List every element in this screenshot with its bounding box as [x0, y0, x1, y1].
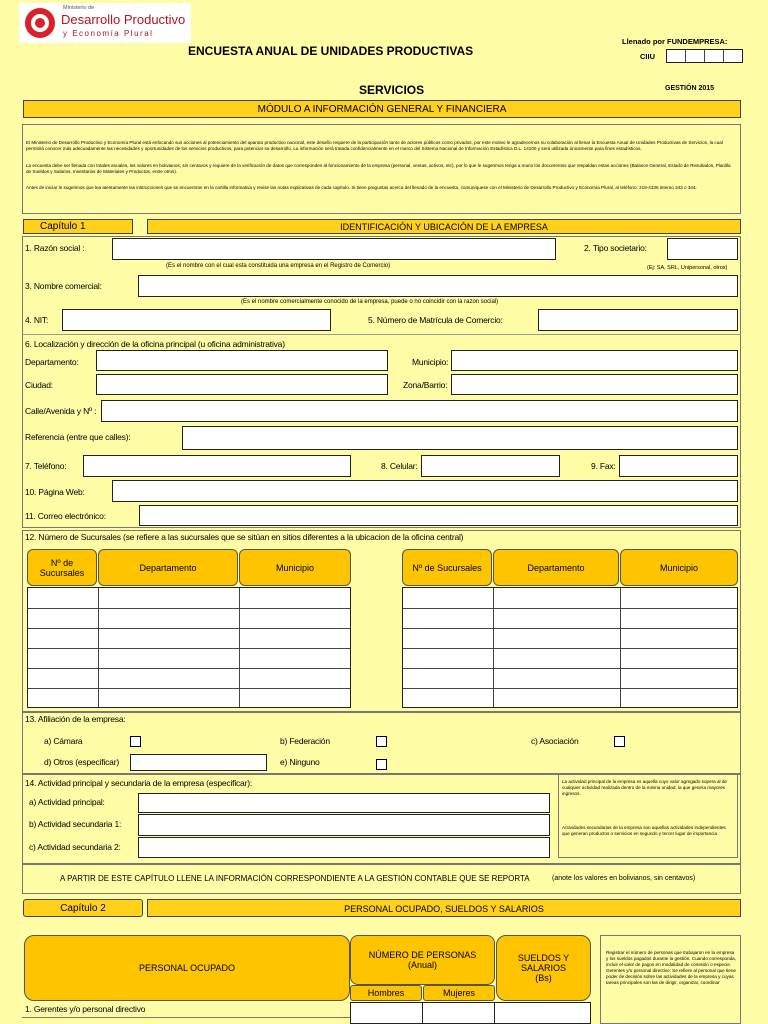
mujeres-text: Mujeres: [442, 988, 475, 998]
actividad-secundaria2-label: c) Actividad secundaria 2:: [29, 842, 121, 852]
notice-text: A PARTIR DE ESTE CAPÍTULO LLENE LA INFORMACIÓN CORRESPONDIENTE A LA GESTIÓN CONTABLE QUE SE REPORTA: [60, 874, 530, 883]
suc-right-header-municipio-text: Municipio: [659, 562, 699, 573]
municipio-label: Municipio:: [412, 357, 449, 367]
personal-ocupado-header-text: PERSONAL OCUPADO: [138, 963, 236, 973]
gerentes-mujeres-input[interactable]: [422, 1002, 495, 1024]
sucursales-left-table[interactable]: [27, 587, 351, 708]
ciudad-input[interactable]: [96, 374, 388, 395]
chapter1-label-box: [23, 219, 133, 234]
telefono-input[interactable]: [83, 455, 351, 477]
suc-left-header-departamento: [98, 549, 238, 586]
actividad-label: 14. Actividad principal y secundaria de la empresa (especificar):: [25, 778, 253, 788]
numero-personas-header: [350, 935, 495, 985]
chapter2-title-box: [147, 899, 741, 917]
tipo-societario-note: (Ej: SA, SRL, Unipersonal, otros): [647, 265, 728, 271]
referencia-input[interactable]: [182, 426, 738, 450]
zona-label: Zona/Barrio:: [403, 380, 448, 390]
razon-social-note: (Es el nombre con el cual esta constituida una empresa en el Registro de Comercio): [166, 263, 391, 269]
tipo-societario-input[interactable]: [667, 238, 738, 260]
suc-left-header-number: [27, 549, 97, 586]
nit-input[interactable]: [62, 309, 331, 331]
mujeres-header: [423, 985, 495, 1001]
hombres-header: [350, 985, 422, 1001]
suc-left-header-municipio: [239, 549, 351, 586]
camara-label: a) Cámara: [44, 736, 83, 746]
chapter2-title: PERSONAL OCUPADO, SUELDOS Y SALARIOS: [344, 904, 544, 914]
federacion-label: b) Federación: [280, 736, 330, 746]
suc-right-header-number-text: Nº de Sucursales: [412, 562, 482, 573]
actividad-principal-label: a) Actividad principal:: [29, 797, 105, 807]
nombre-comercial-label: 3. Nombre comercial:: [25, 281, 102, 291]
subtitle: SERVICIOS: [359, 83, 425, 97]
logo-line1: Ministerio de: [63, 5, 95, 11]
module-title-bar: [23, 100, 741, 118]
logo-line2: Desarrollo Productivo: [61, 12, 186, 27]
notice-small-text: (anote los valores en bolivianos, sin centavos): [552, 875, 696, 882]
numero-personas-text: NÚMERO DE PERSONAS: [368, 950, 477, 960]
chapter2-side-note: [600, 935, 741, 1024]
note-actividad-secundaria: Actividades secundarias de la empresa son aquellas actividades independientes que generan productos o servicios en segundo y tercer lugar de importancia .: [562, 825, 726, 836]
referencia-label: Referencia (entre que calles):: [25, 432, 131, 442]
actividad-secundaria1-label: b) Actividad secundaria 1:: [29, 819, 122, 829]
afiliacion-label: 13. Afiliación de la empresa:: [25, 714, 126, 724]
suc-left-header-municipio-text: Municipio: [275, 562, 315, 573]
fax-input[interactable]: [619, 455, 738, 477]
departamento-input[interactable]: [96, 350, 388, 371]
nit-label: 4. NIT:: [25, 315, 49, 325]
chapter2-side-note-text: Registrar el número de personas que trabajaron en la empresa y los sueldos pagados durante la gestión. Cuando corresponda, incluir el valor de pagos en modalidad de comisión o especie. Gerentes y/o personal directivo: Se refiere al personal que tiene poder de decisión sobre las actividades de la empresa y cuyas tareas principales son las de dirigir, organizar, coordinar: [606, 950, 736, 985]
logo-line3: y Economía Plural: [63, 29, 154, 38]
gerentes-hombres-input[interactable]: [350, 1002, 423, 1024]
suc-right-header-municipio: [620, 549, 738, 586]
intro-box: [22, 124, 741, 214]
gerentes-row-label: 1. Gerentes y/o personal directivo: [25, 1004, 146, 1014]
zona-input[interactable]: [451, 374, 738, 395]
sueldos-text: SUELDOS Y SALARIOS: [517, 953, 570, 973]
sucursales-label: 12. Número de Sucursales (se refiere a las sucursales que se sitúan en sitios diferentes a la ubicacion de la oficina central): [25, 532, 464, 542]
matricula-input[interactable]: [538, 309, 738, 331]
gestion-label: GESTIÓN 2015: [665, 85, 715, 92]
localizacion-label: 6. Localización y dirección de la oficina principal (u oficina administrativa): [25, 339, 285, 349]
suc-right-header-departamento-text: Departamento: [527, 562, 585, 573]
filled-by-label: Llenado por FUNDEMPRESA:: [622, 37, 728, 46]
chapter1-label: Capítulo 1: [40, 221, 86, 232]
module-title: MÓDULO A INFORMACIÓN GENERAL Y FINANCIERA: [257, 104, 507, 115]
suc-left-header-departamento-text: Departamento: [139, 562, 197, 573]
hombres-text: Hombres: [367, 988, 405, 998]
suc-right-header-departamento: [493, 549, 619, 586]
suc-right-header-number: [402, 549, 492, 586]
actividad-secundaria2-input[interactable]: [138, 837, 550, 858]
razon-social-input[interactable]: [112, 238, 556, 260]
ciiu-input[interactable]: [666, 49, 743, 63]
actividad-principal-input[interactable]: [138, 793, 550, 813]
razon-social-label: 1. Razón social :: [25, 243, 85, 253]
calle-label: Calle/Avenida y Nº :: [25, 406, 97, 416]
logo-emblem-icon: [22, 6, 58, 40]
nombre-comercial-input[interactable]: [138, 275, 738, 297]
correo-label: 11. Correo electrónico:: [25, 511, 106, 521]
otros-label: d) Otros (especificar): [44, 757, 119, 767]
ministry-logo: [19, 3, 191, 43]
actividad-secundaria1-input[interactable]: [138, 814, 550, 836]
anual-text: (Anual): [407, 960, 437, 970]
gerentes-sueldos-input[interactable]: [494, 1002, 591, 1024]
federacion-checkbox[interactable]: [376, 736, 387, 747]
personal-ocupado-header: [24, 935, 350, 1001]
sucursales-right-table[interactable]: [402, 587, 738, 708]
telefono-label: 7. Teléfono:: [25, 461, 67, 471]
ninguno-label: e) Ninguno: [280, 757, 320, 767]
sueldos-header: [496, 935, 591, 1001]
intro-paragraph-3: Antes de iniciar le sugerimos que lea atentamente las instrucciones que se encuentran en la cartilla informativa y revise las notas explicativas de cada capítulo. Si tiene preguntas acerca del llenado de la encuesta, comuníquese con el Ministerio de Desarrollo Productivo y Economía Plural, al teléfono: 218-4336 interno 343 o 344.: [26, 185, 697, 190]
note-actividad-principal: La actividad principal de la empresa es aquella cuyo valor agregado supera al de cualquier actividad realizada dentro de la misma unidad, la que genera mayores ingresos.: [562, 779, 727, 796]
ninguno-checkbox[interactable]: [376, 759, 387, 770]
calle-input[interactable]: [101, 400, 738, 422]
bs-text: (Bs): [535, 973, 552, 983]
suc-left-header-number-text: Nº de Sucursales: [39, 557, 85, 578]
chapter2-label-box: [23, 899, 143, 917]
chapter2-label: Capítulo 2: [60, 903, 106, 914]
celular-input[interactable]: [421, 455, 560, 477]
municipio-input[interactable]: [451, 350, 738, 371]
tipo-societario-label: 2. Tipo societario:: [584, 243, 647, 253]
actividad-notes-box: [558, 774, 738, 858]
nombre-comercial-note: (Es el nombre comercialmente conocido de la empresa, puede o no coincidir con la razon social): [241, 299, 499, 305]
correo-input[interactable]: [139, 505, 738, 526]
fax-label: 9. Fax:: [591, 461, 616, 471]
web-label: 10. Página Web:: [25, 487, 85, 497]
survey-title: ENCUESTA ANUAL DE UNIDADES PRODUCTIVAS: [188, 44, 474, 58]
chapter1-title-box: [147, 219, 741, 234]
camara-checkbox[interactable]: [130, 736, 141, 747]
chapter1-title: IDENTIFICACIÓN Y UBICACIÓN DE LA EMPRESA: [340, 222, 548, 232]
intro-paragraph-1: El Ministerio de Desarrollo Productivo y Economía Plural está enfocando sus acciones al potenciamiento del aparato productivo nacional, este desafío requiere de la participación tanto de actores públicos como privados, por este motivo le agradecemos su colaboración al llenar la Encuesta Anual de Unidades Productivas de Servicios, la cual permitirá conocer más adecuadamente las necesidades y oportunidades de los servicios productivos, para potenciar su desarrollo. La información será tratada confidencialmente en el marco del Sistema Nacional de Información Estadística D.L. 14100 y será utilizada únicamente para fines estadísticos.: [26, 140, 723, 151]
asociacion-label: c) Asociación: [531, 736, 579, 746]
asociacion-checkbox[interactable]: [614, 736, 625, 747]
celular-label: 8. Celular:: [381, 461, 418, 471]
matricula-label: 5. Número de Matrícula de Comercio:: [368, 315, 503, 325]
ciiu-label: CIIU: [640, 52, 655, 61]
intro-paragraph-2: La encuesta debe ser llenada con totales anuales, los valores en bolivianos, sin centavos y requiere de la verificación de datos que corresponden al funcionamiento de la empresa (personal, ventas, activos, etc), por lo que le sugerimos tenga a mano los documentos que respaldan estas acciones (Balance General, Estado de Resultados, Planilla de Sueldos y Salarios, Inventarios de Materiales y Productos, entre otros).: [26, 163, 731, 174]
ciudad-label: Ciudad:: [25, 380, 53, 390]
otros-input[interactable]: [130, 754, 267, 771]
departamento-label: Departamento:: [25, 357, 79, 367]
web-input[interactable]: [112, 480, 738, 502]
